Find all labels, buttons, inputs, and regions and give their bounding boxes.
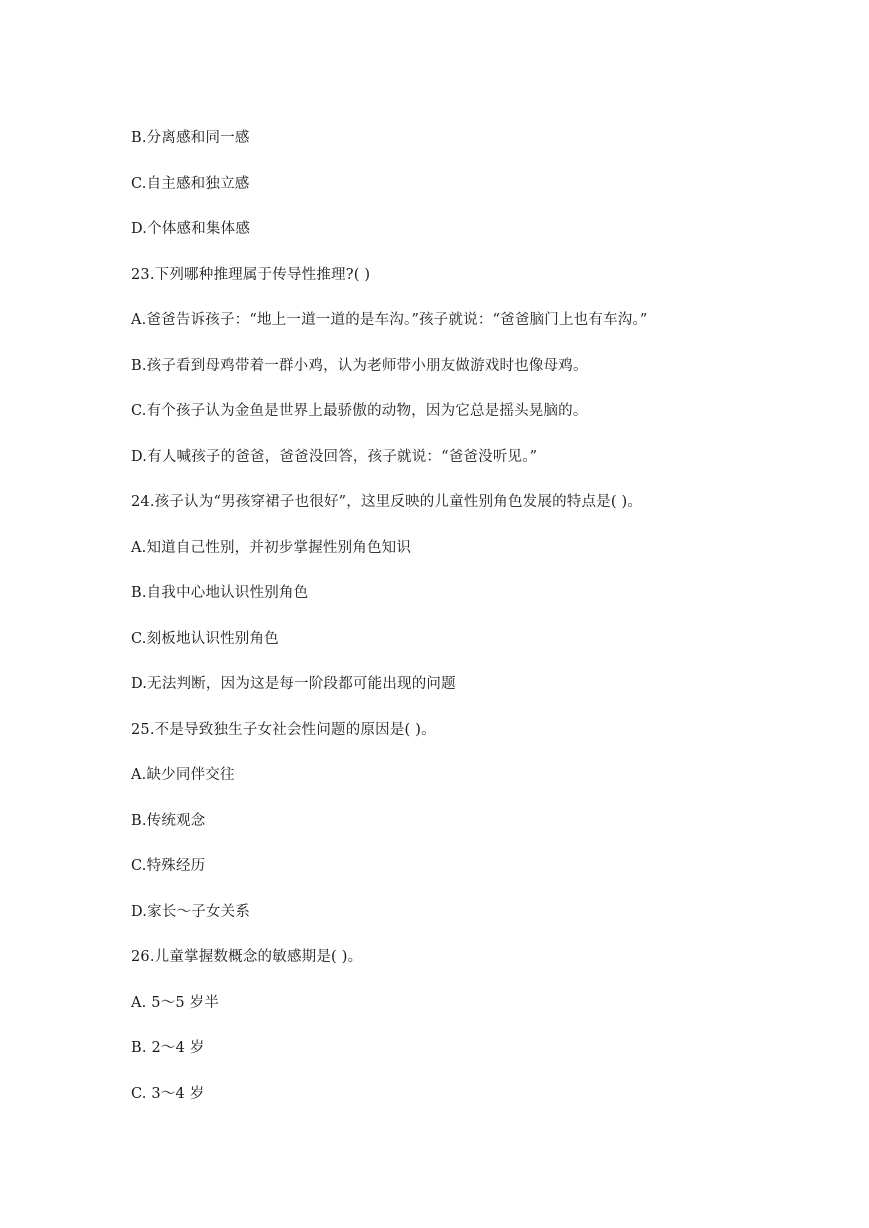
q23-option-a: A.爸爸告诉孩子：“地上一道一道的是车沟。”孩子就说：“爸爸脑门上也有车沟。” (131, 312, 648, 328)
q23-question: 23.下列哪种推理属于传导性推理?( ) (131, 267, 371, 283)
q24-question: 24.孩子认为“男孩穿裙子也很好”，这里反映的儿童性别角色发展的特点是( )。 (131, 494, 643, 510)
q25-option-d: D.家长～子女关系 (131, 904, 251, 920)
q24-option-c: C.刻板地认识性别角色 (131, 631, 279, 647)
q23-option-d: D.有人喊孩子的爸爸，爸爸没回答，孩子就说：“爸爸没听见。” (131, 449, 538, 465)
q25-question: 25.不是导致独生子女社会性问题的原因是( )。 (131, 722, 436, 738)
q22-option-c: C.自主感和独立感 (131, 176, 250, 192)
q24-option-b: B.自我中心地认识性别角色 (131, 585, 309, 601)
q26-option-b: B. 2～4 岁 (131, 1040, 205, 1056)
q23-option-b: B.孩子看到母鸡带着一群小鸡，认为老师带小朋友做游戏时也像母鸡。 (131, 358, 588, 374)
q26-question: 26.儿童掌握数概念的敏感期是( )。 (131, 949, 363, 965)
q24-option-d: D.无法判断，因为这是每一阶段都可能出现的问题 (131, 676, 456, 692)
q23-option-c: C.有个孩子认为金鱼是世界上最骄傲的动物，因为它总是摇头晃脑的。 (131, 403, 588, 419)
q22-option-d: D.个体感和集体感 (131, 221, 251, 237)
q25-option-a: A.缺少同伴交往 (131, 767, 235, 783)
q25-option-b: B.传统观念 (131, 813, 206, 829)
q24-option-a: A.知道自己性别，并初步掌握性别角色知识 (131, 540, 412, 556)
q26-option-a: A. 5～5 岁半 (131, 995, 220, 1011)
q25-option-c: C.特殊经历 (131, 858, 206, 874)
q22-option-b: B.分离感和同一感 (131, 130, 250, 146)
q26-option-c: C. 3～4 岁 (131, 1086, 205, 1102)
